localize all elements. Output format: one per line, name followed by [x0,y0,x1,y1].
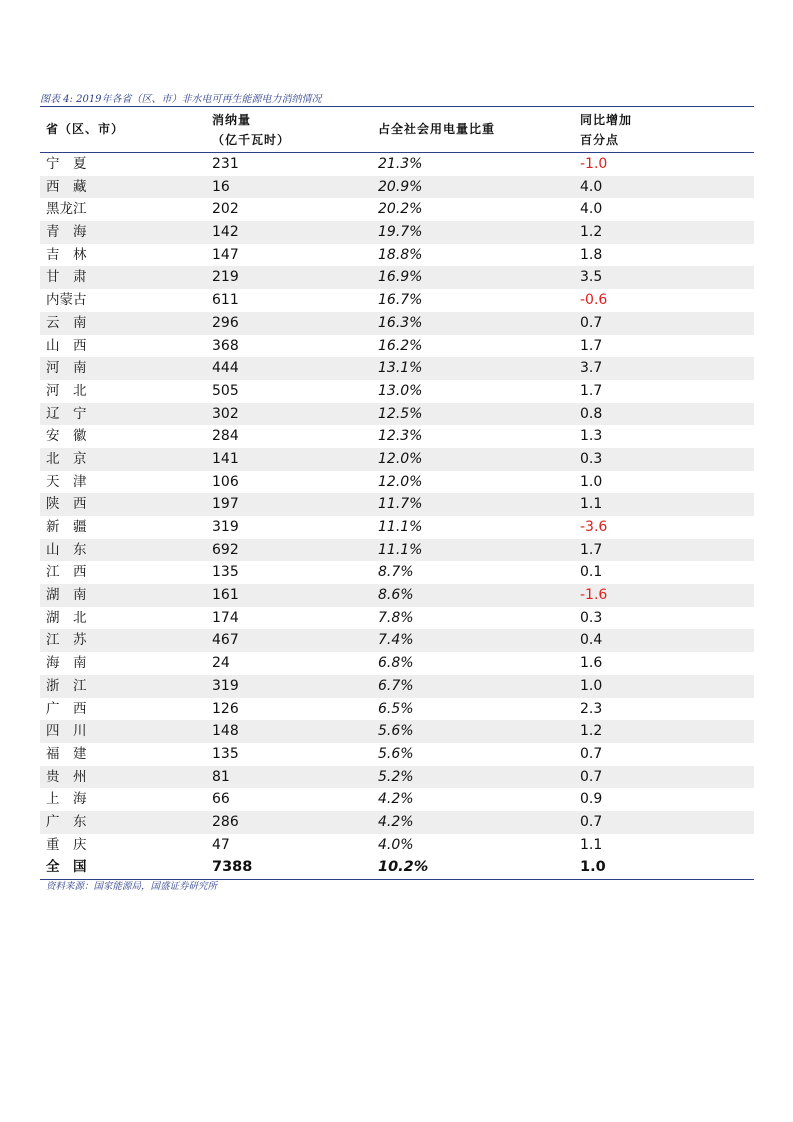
table-row [40,312,754,335]
cell-share: 4.2% [378,791,414,808]
table-row [40,244,754,267]
table-row [40,357,754,380]
cell-consumption: 16 [212,178,230,195]
cell-consumption: 142 [212,224,239,241]
cell-consumption: 219 [212,269,239,286]
cell-change: 0.7 [580,813,603,830]
total-province: 全 国 [46,859,87,876]
cell-consumption: 505 [212,382,239,399]
cell-province: 河 北 [46,382,87,399]
cell-change: 0.3 [580,450,603,467]
cell-consumption: 319 [212,519,239,535]
cell-province: 陕 西 [46,496,87,513]
cell-province: 宁 夏 [46,156,87,172]
cell-share: 16.3% [378,314,423,331]
cell-share: 8.6% [378,587,414,604]
table-row [40,289,754,312]
cell-consumption: 141 [212,450,239,467]
cell-consumption: 126 [212,700,239,717]
cell-province: 天 津 [46,473,87,490]
cell-consumption: 106 [212,473,239,490]
cell-consumption: 231 [212,156,239,172]
cell-consumption: 284 [212,428,239,445]
header-change-line1: 同比增加 [580,113,633,127]
cell-consumption: 81 [212,768,230,785]
cell-consumption: 66 [212,791,230,808]
table-row [40,629,754,652]
cell-share: 5.6% [378,745,414,762]
header-change-line2: 百分点 [580,133,620,147]
cell-province: 贵 州 [46,768,87,785]
cell-change: 4.0 [580,201,603,218]
header-change [580,110,632,150]
cell-province: 北 京 [46,450,87,467]
cell-change: 0.3 [580,609,603,626]
cell-change: -1.6 [580,587,608,604]
table-row [40,153,754,176]
cell-consumption: 302 [212,405,239,422]
table-row [40,266,754,289]
cell-change: 0.4 [580,632,603,649]
cell-province: 海 南 [46,655,87,672]
cell-change: 1.2 [580,224,603,241]
cell-change: 1.3 [580,428,603,445]
table-row [40,539,754,562]
cell-change: 2.3 [580,700,603,717]
header-share: 占全社会用电量比重 [378,122,496,136]
cell-change: 1.7 [580,382,603,399]
cell-province: 山 东 [46,541,87,558]
cell-consumption: 135 [212,745,239,762]
cell-share: 7.4% [378,632,414,649]
cell-change: 3.7 [580,360,603,377]
total-share: 10.2% [378,859,429,876]
cell-change: 0.1 [580,564,603,581]
table-row [40,380,754,403]
cell-province: 重 庆 [46,836,87,853]
table-row [40,198,754,221]
cell-change: 1.8 [580,246,603,263]
cell-province: 甘 肃 [46,269,87,286]
cell-consumption: 368 [212,337,239,354]
table-row [40,516,754,539]
cell-consumption: 148 [212,723,239,740]
cell-consumption: 202 [212,201,239,218]
cell-share: 5.6% [378,723,414,740]
cell-province: 西 藏 [46,178,87,195]
table-row [40,675,754,698]
header-consumption [212,110,290,150]
cell-consumption: 197 [212,496,239,513]
table-row [40,176,754,199]
cell-share: 4.0% [378,836,414,853]
table-row [40,811,754,834]
cell-province: 吉 林 [46,246,87,263]
cell-change: 0.7 [580,314,603,331]
cell-consumption: 24 [212,655,230,672]
cell-change: 0.7 [580,768,603,785]
total-change: 1.0 [580,859,606,876]
figure-caption: 图表 4: 2019年各省（区、市）非水电可再生能源电力消纳情况 [40,94,322,105]
cell-share: 7.8% [378,609,414,626]
table-row [40,743,754,766]
cell-province: 山 西 [46,337,87,354]
cell-province: 河 南 [46,360,87,377]
cell-share: 20.2% [378,201,423,218]
cell-share: 5.2% [378,768,414,785]
cell-consumption: 135 [212,564,239,581]
cell-province: 浙 江 [46,677,87,694]
header-consumption-line2: （亿千瓦时） [212,133,291,147]
cell-consumption: 319 [212,677,239,694]
header-province: 省（区、市） [46,122,125,136]
cell-change: 1.6 [580,655,603,672]
cell-change: 0.9 [580,791,603,808]
table-row [40,788,754,811]
table-row [40,221,754,244]
cell-change: -1.0 [580,156,608,172]
cell-change: 1.0 [580,677,603,694]
table-row [40,448,754,471]
cell-province: 四 川 [46,723,87,740]
cell-province: 云 南 [46,314,87,331]
cell-share: 12.5% [378,405,423,422]
table-row [40,584,754,607]
source-note: 资料来源：国家能源局，国盛证券研究所 [46,881,218,892]
cell-share: 6.7% [378,677,414,694]
cell-share: 13.1% [378,360,423,377]
table-row [40,471,754,494]
cell-share: 20.9% [378,178,423,195]
cell-province: 辽 宁 [46,405,87,422]
cell-share: 21.3% [378,156,423,172]
cell-share: 4.2% [378,813,414,830]
cell-province: 福 建 [46,745,87,762]
cell-change: 1.0 [580,473,603,490]
cell-share: 12.3% [378,428,423,445]
table-header [40,107,754,153]
cell-share: 11.1% [378,541,423,558]
cell-share: 6.8% [378,655,414,672]
cell-change: 1.7 [580,337,603,354]
cell-consumption: 286 [212,813,239,830]
table-row [40,561,754,584]
cell-change: 0.7 [580,745,603,762]
cell-province: 江 西 [46,564,87,581]
cell-province: 青 海 [46,224,87,241]
cell-share: 16.9% [378,269,423,286]
cell-share: 12.0% [378,473,423,490]
total-consumption: 7388 [212,859,253,876]
table-row [40,834,754,857]
cell-consumption: 174 [212,609,239,626]
table-row [40,607,754,630]
cell-share: 13.0% [378,382,423,399]
cell-share: 11.7% [378,496,423,513]
table-row [40,335,754,358]
cell-province: 安 徽 [46,428,87,445]
table-body [40,153,754,856]
cell-province: 广 西 [46,700,87,717]
cell-consumption: 611 [212,292,239,309]
cell-province: 内蒙古 [46,292,87,309]
cell-consumption: 147 [212,246,239,263]
cell-province: 黑龙江 [46,201,87,218]
table-row-total [40,856,754,879]
cell-share: 18.8% [378,246,423,263]
table-row [40,425,754,448]
cell-province: 湖 南 [46,587,87,604]
header-consumption-line1: 消纳量 [212,113,252,127]
cell-change: 1.7 [580,541,603,558]
cell-share: 16.2% [378,337,423,354]
cell-change: 1.1 [580,496,603,513]
cell-change: 4.0 [580,178,603,195]
cell-province: 湖 北 [46,609,87,626]
table-row [40,720,754,743]
cell-change: 0.8 [580,405,603,422]
cell-share: 11.1% [378,519,423,535]
cell-change: -3.6 [580,519,608,535]
cell-share: 16.7% [378,292,423,309]
table-row [40,493,754,516]
cell-consumption: 161 [212,587,239,604]
cell-consumption: 47 [212,836,230,853]
table-row [40,403,754,426]
cell-change: 1.2 [580,723,603,740]
table-row [40,766,754,789]
cell-share: 6.5% [378,700,414,717]
table-row [40,698,754,721]
cell-consumption: 467 [212,632,239,649]
table-row [40,652,754,675]
cell-province: 上 海 [46,791,87,808]
cell-change: 1.1 [580,836,603,853]
cell-province: 江 苏 [46,632,87,649]
cell-province: 广 东 [46,813,87,830]
cell-province: 新 疆 [46,519,87,535]
cell-change: -0.6 [580,292,608,309]
cell-share: 8.7% [378,564,414,581]
cell-consumption: 296 [212,314,239,331]
cell-share: 19.7% [378,224,423,241]
consumption-table [40,106,754,880]
cell-share: 12.0% [378,450,423,467]
cell-change: 3.5 [580,269,603,286]
cell-consumption: 444 [212,360,239,377]
cell-consumption: 692 [212,541,239,558]
